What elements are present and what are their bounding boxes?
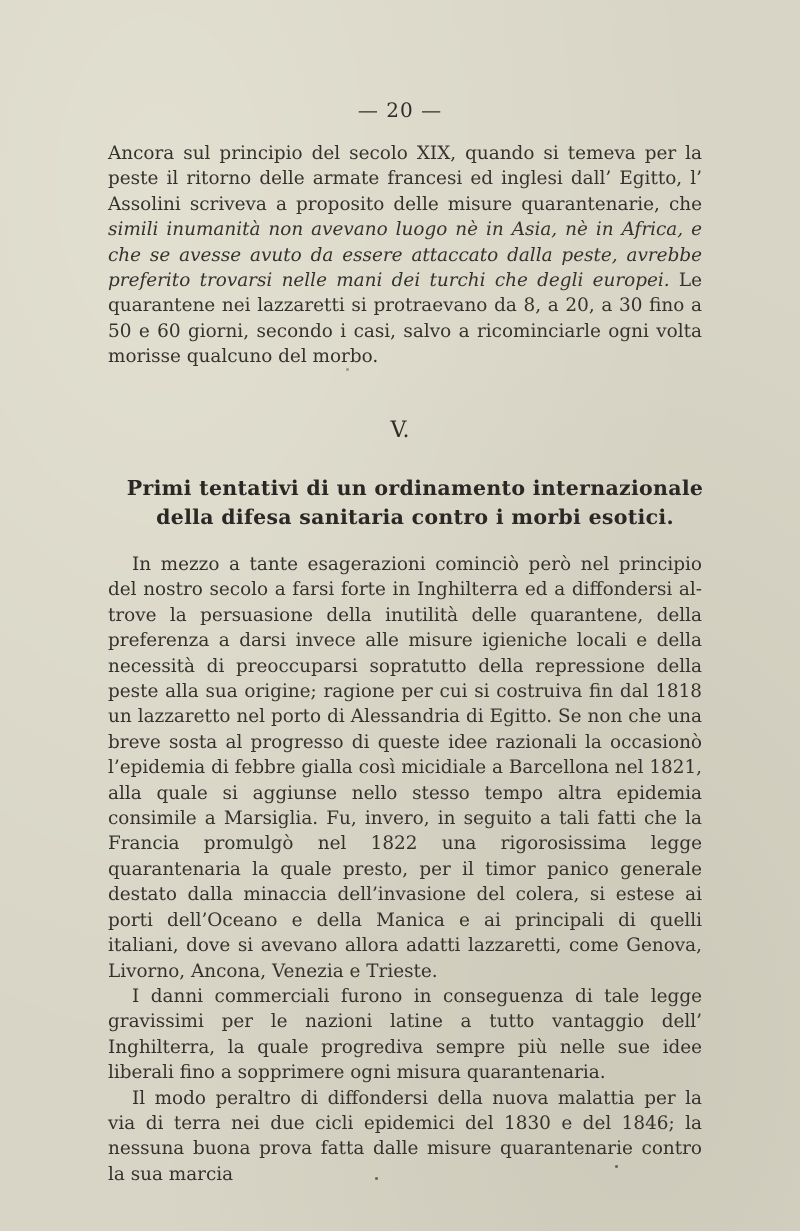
section-title: [100, 474, 730, 532]
intro-text-start: Ancora sul principio del secolo XIX, quando si temeva per la peste il ritorno delle armate francesi ed inglesi dall’ Egitto, l’ Assolini scriveva a proposito delle misure quarantenarie, che: [108, 143, 702, 215]
section-title-line-2: della difesa sanitaria contro i morbi esotici.: [156, 505, 674, 529]
intro-paragraph: [108, 141, 702, 370]
page-number: — 20 —: [357, 98, 443, 122]
section-numeral: V.: [390, 418, 410, 443]
paper-speck: [375, 1177, 378, 1180]
section-title-line-1: Primi tentativi di un ordinamento internazionale: [126, 476, 704, 500]
body-paragraph-2: I danni commerciali furono in conseguenza di tale legge gravissimi per le nazioni latine a tutto vantaggio dell’ Inghilterra, la quale progrediva sempre più nelle sue idee liberali fino a sopprimere ogni misura quarantenaria.: [108, 985, 702, 1084]
section-body: [108, 552, 702, 1187]
paper-speck: [346, 368, 349, 371]
paper-speck: [615, 1165, 618, 1168]
body-paragraph-1: In mezzo a tante esagerazioni cominciò però nel principio del nostro secolo a farsi forte in Inghilterra ed a diffondersi altrove la persuasione della inutilità delle quarantene, della preferenza a darsi invece alle misure igieniche locali e della necessità di preoccuparsi sopratutto della repressione della peste alla sua origine; ragione per cui si costruiva fin dal 1818 un lazzaretto nel porto di Alessandria di Egitto. Se non che una breve sosta al progresso di queste idee razionali la occasionò l’epidemia di febbre gialla così micidiale a Barcellona nel 1821, alla quale si aggiunse nello stesso tempo altra epidemia consimile a Marsiglia. Fu, invero, in seguito a tali fatti che la Francia promulgò nel 1822 una rigorosissima legge quarantenaria la quale presto, per il timor panico generale destato dalla minaccia dell’invasione del colera, si estese ai porti dell’Oceano e della Manica e ai principali di quelli italiani, dove si avevano allora adatti lazzaretti, come Genova, Livorno, Ancona, Venezia e Trieste.: [108, 554, 702, 982]
intro-italic-quote: simili inumanità non avevano luogo nè in Asia, nè in Africa, e che se avesse avuto da essere attaccato dalla peste, avrebbe preferito trovarsi nelle mani dei turchi che degli europei.: [108, 219, 702, 292]
intro-paragraph-block: [108, 141, 702, 370]
body-paragraph-3: Il modo peraltro di diffondersi della nuova malattia per la via di terra nei due cicli epidemici del 1830 e del 1846; la nessuna buona prova fatta dalle misure quarantenarie contro la sua marcia: [108, 1087, 702, 1185]
intro-text-end: Le quarantene nei lazzaretti si protraevano da 8, a 20, a 30 fino a 50 e 60 giorni, secondo i casi, salvo a ricominciarle ogni volta morisse qualcuno del morbo.: [108, 270, 702, 368]
